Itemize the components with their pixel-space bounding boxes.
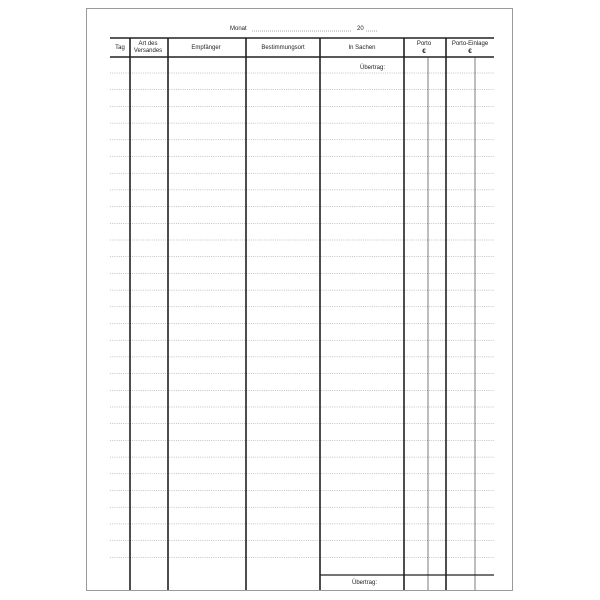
col-header-in-sachen: In Sachen bbox=[348, 45, 376, 51]
col-header-porto: Porto bbox=[416, 41, 432, 47]
col-header-porto-einlage-currency: € bbox=[468, 48, 472, 55]
col-header-porto-currency: € bbox=[422, 48, 426, 55]
carry-over-bottom: Übertrag: bbox=[352, 580, 378, 586]
col-header-tag: Tag bbox=[115, 45, 125, 51]
col-header-bestimmungsort: Bestimmungsort bbox=[261, 45, 305, 51]
col-header-art-line2: Versandes bbox=[133, 48, 163, 54]
month-label: Monat bbox=[230, 26, 247, 32]
carry-over-top: Übertrag: bbox=[360, 65, 386, 71]
col-header-art-line1: Art des bbox=[138, 41, 158, 47]
page-border bbox=[87, 9, 513, 591]
col-header-empfaenger: Empfänger bbox=[191, 45, 221, 51]
year-prefix: 20 bbox=[357, 26, 364, 32]
col-header-porto-einlage: Porto-Einlage bbox=[451, 41, 489, 47]
